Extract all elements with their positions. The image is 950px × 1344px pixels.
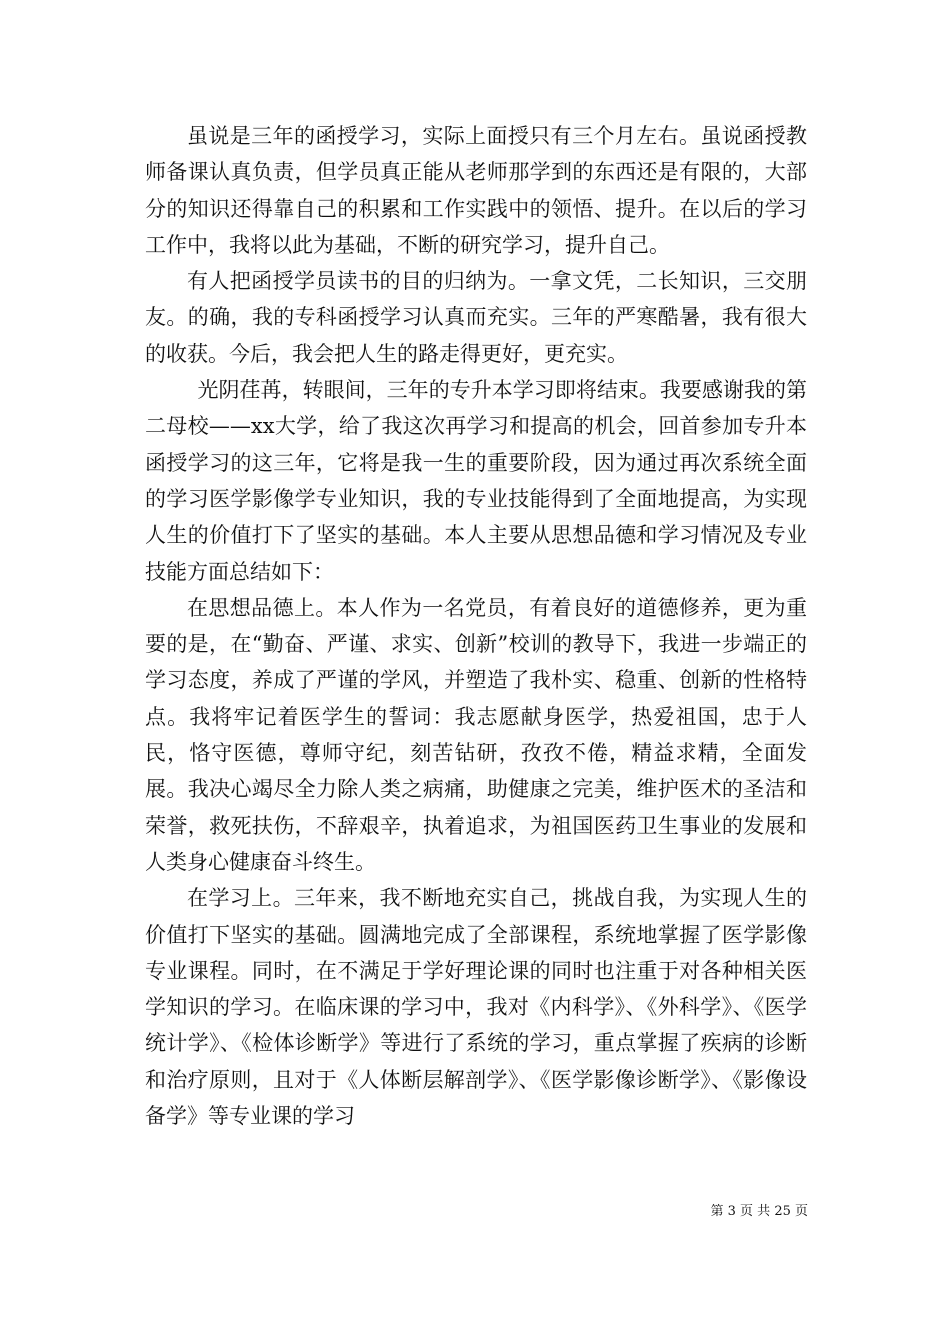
paragraph-5: 在学习上。三年来，我不断地充实自己，挑战自我，为实现人生的价值打下坚实的基础。圆满地完成了全部课程，系统地掌握了医学影像专业课程。同时，在不满足于学好理论课的同时也注重于对各种相关医学知识的学习。在临床课的学习中，我对《内科学》、《外科学》、《医学统计学》、《检体诊断学》等进行了系统的学习，重点掌握了疾病的诊断和治疗原则，且对于《人体断层解剖学》、《医学影像诊断学》、《影像设备学》等专业课的学习	[145, 886, 807, 1129]
document-body	[145, 118, 807, 1134]
paragraph-4: 在思想品德上。本人作为一名党员，有着良好的道德修养，更为重要的是，在“勤奋、严谨、求实、创新”校训的教导下，我进一步端正的学习态度，养成了严谨的学风，并塑造了我朴实、稳重、创新的性格特点。我将牢记着医学生的誓词：我志愿献身医学，热爱祖国，忠于人民，恪守医德，尊师守纪，刻苦钻研，孜孜不倦，精益求精，全面发展。我决心竭尽全力除人类之病痛，助健康之完美，维护医术的圣洁和荣誉，救死扶伤，不辞艰辛，执着追求，为祖国医药卫生事业的发展和人类身心健康奋斗终生。	[145, 595, 807, 874]
paragraph-3: 光阴荏苒，转眼间，三年的专升本学习即将结束。我要感谢我的第二母校——xx大学，给了我这次再学习和提高的机会，回首参加专升本函授学习的这三年，它将是我一生的重要阶段，因为通过再次系统全面的学习医学影像学专业知识，我的专业技能得到了全面地提高，为实现人生的价值打下了坚实的基础。本人主要从思想品德和学习情况及专业技能方面总结如下：	[145, 378, 807, 584]
paragraph-2: 有人把函授学员读书的目的归纳为。一拿文凭，二长知识，三交朋友。的确，我的专科函授学习认真而充实。三年的严寒酷暑，我有很大的收获。今后，我会把人生的路走得更好，更充实。	[145, 269, 807, 366]
paragraph-1: 虽说是三年的函授学习，实际上面授只有三个月左右。虽说函授教师备课认真负责，但学员真正能从老师那学到的东西还是有限的，大部分的知识还得靠自己的积累和工作实践中的领悟、提升。在以后的学习工作中，我将以此为基础，不断的研究学习，提升自己。	[145, 124, 807, 257]
page-number-footer: 第 3 页 共 25 页	[710, 1204, 808, 1219]
